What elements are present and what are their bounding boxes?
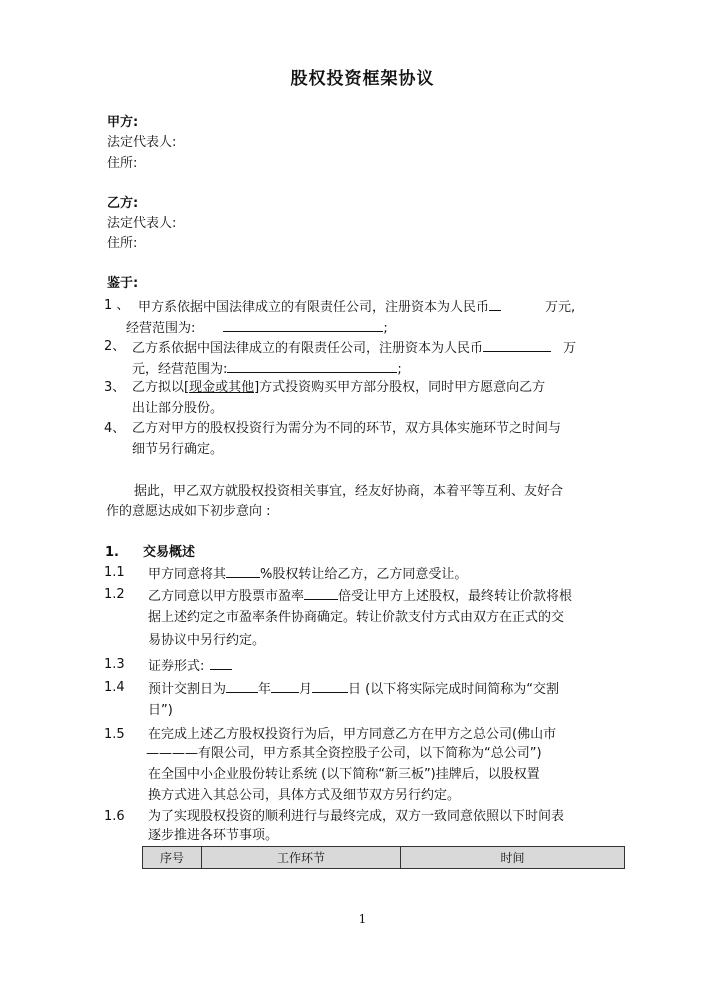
section-1-num: 1.	[105, 545, 119, 560]
blank-equity-percent	[226, 564, 260, 578]
party-a-rep: 法定代表人:	[107, 135, 177, 150]
whereas-item-4-line2: 细节另行确定。	[132, 442, 224, 457]
whereas-item-1-line2: 经营范围为: ;	[126, 318, 388, 338]
blank-capital-a	[489, 297, 501, 311]
clause-1-1-text: 甲方同意将其 %股权转让给乙方，乙方同意受让。	[148, 564, 467, 584]
clause-1-1-num: 1.1	[104, 565, 125, 580]
clause-1-4-line1: 预计交割日为 年 月 日 (以下将实际完成时间简称为“交割	[148, 679, 559, 699]
whereas-label: 鉴于:	[107, 276, 139, 291]
clause-1-2-line3: 易协议中另行约定。	[148, 633, 266, 648]
whereas-item-4-num: 4、	[104, 421, 126, 436]
clause-1-4-num: 1.4	[104, 680, 125, 695]
clause-1-3-num: 1.3	[104, 657, 125, 672]
whereas-item-4-line1: 乙方对甲方的股权投资行为需分为不同的环节，双方具体实施环节之时间与	[132, 421, 562, 436]
clause-1-2-line1: 乙方同意以甲方股票市盈率 倍受让甲方上述股权，最终转让价款将根	[148, 586, 572, 606]
clause-1-5-line2: ————有限公司，甲方系其全资控股子公司，以下简称为“总公司”)	[146, 746, 542, 761]
preamble-line2: 作的意愿达成如下初步意向 :	[106, 504, 271, 519]
section-1-heading: 交易概述	[143, 545, 196, 560]
party-b-rep: 法定代表人:	[107, 216, 177, 231]
schedule-table	[142, 846, 625, 869]
whereas-item-2-num: 2、	[104, 339, 126, 354]
document-title: 股权投资框架协议	[290, 69, 435, 89]
table-header-seq: 序号	[143, 847, 202, 869]
table-header-time: 时间	[401, 847, 625, 869]
clause-1-4-line2: 日”)	[148, 703, 173, 718]
clause-1-5-line1: 在完成上述乙方股权投资行为后，甲方同意乙方在甲方之总公司(佛山市	[148, 727, 557, 742]
party-a-label: 甲方:	[107, 115, 139, 130]
blank-scope-a	[223, 318, 383, 332]
clause-1-5-num: 1.5	[104, 727, 125, 742]
whereas-item-1-num: 1 、	[104, 298, 130, 313]
whereas-item-3-num: 3、	[104, 380, 126, 395]
page-number: 1	[358, 912, 367, 926]
preamble-line1: 据此，甲乙双方就股权投资相关事宜，经友好协商，本着平等互利、友好合	[134, 484, 564, 499]
blank-pe-ratio	[304, 586, 338, 600]
clause-1-6-num: 1.6	[104, 809, 125, 824]
whereas-item-3-line1: 乙方拟以[现金或其他]方式投资购买甲方部分股权，同时甲方愿意向乙方	[132, 380, 546, 395]
whereas-item-2-line2: 元，经营范围为: ;	[132, 359, 402, 379]
table-header-step: 工作环节	[202, 847, 401, 869]
party-a-addr: 住所:	[107, 156, 138, 171]
whereas-item-2-line1: 乙方系依据中国法律成立的有限责任公司，注册资本为人民币 万	[132, 338, 576, 358]
clause-1-6-line1: 为了实现股权投资的顺利进行与最终完成，双方一致同意依照以下时间表	[148, 809, 565, 824]
clause-1-3-text: 证券形式:	[148, 656, 232, 676]
payment-method-bracket: [现金或其他]	[184, 380, 260, 395]
clause-1-2-line2: 据上述约定之市盈率条件协商确定。转让价款支付方式由双方在正式的交	[148, 610, 565, 625]
blank-scope-b	[227, 359, 397, 373]
whereas-item-3-line2: 出让部分股份。	[132, 401, 224, 416]
party-b-addr: 住所:	[107, 236, 138, 251]
clause-1-5-line4: 换方式进入其总公司，具体方式及细节双方另行约定。	[148, 788, 461, 803]
blank-security-form	[210, 656, 232, 670]
clause-1-5-line3: 在全国中小企业股份转让系统 (以下简称“新三板”)挂牌后，以股权置	[148, 767, 540, 782]
blank-year	[226, 679, 258, 693]
clause-1-2-num: 1.2	[104, 587, 125, 602]
clause-1-6-line2: 逐步推进各环节事项。	[148, 828, 279, 843]
table-header-row	[143, 847, 625, 869]
party-b-label: 乙方:	[107, 196, 139, 211]
blank-day	[312, 679, 348, 693]
whereas-item-1-line1: 甲方系依据中国法律成立的有限责任公司，注册资本为人民币 万元,	[138, 297, 575, 317]
blank-capital-b	[483, 338, 551, 352]
blank-month	[271, 679, 299, 693]
